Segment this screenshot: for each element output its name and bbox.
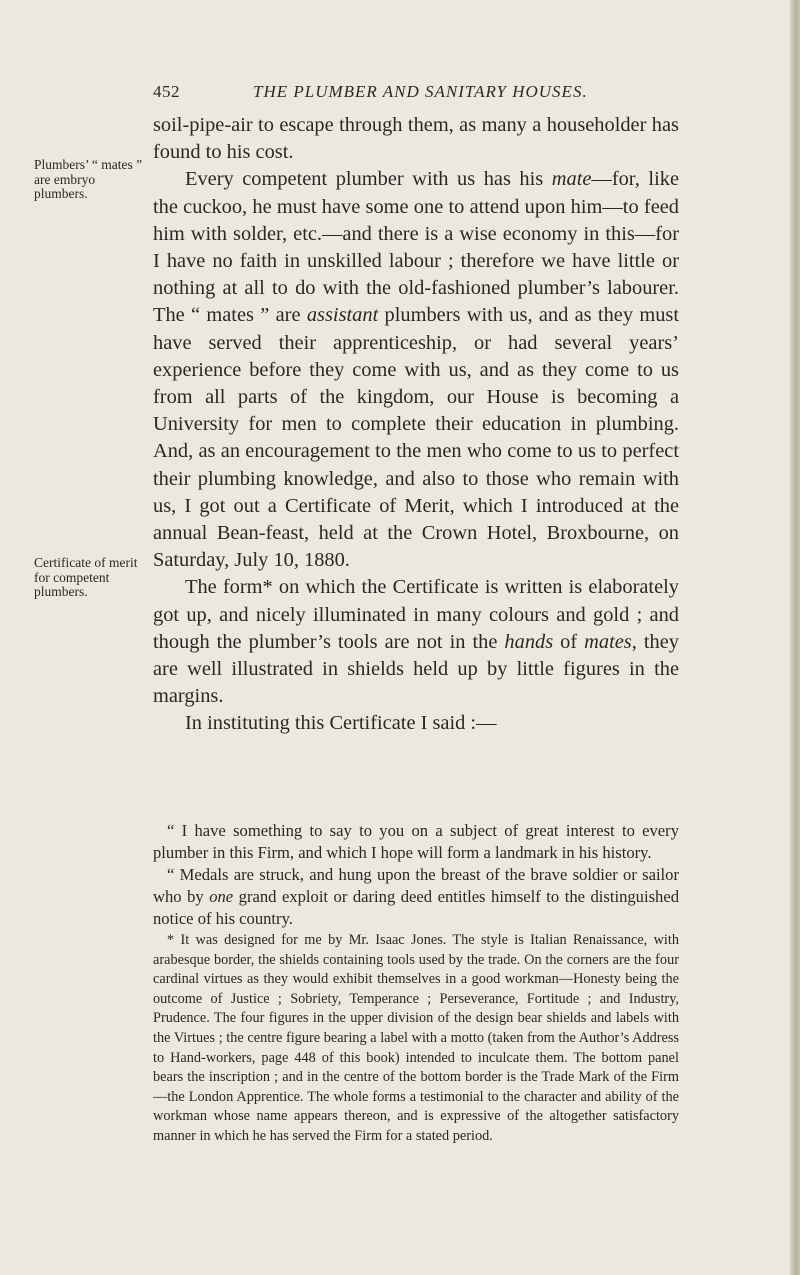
emphasis: mates bbox=[584, 630, 632, 653]
text-run: of bbox=[553, 630, 585, 653]
footnote bbox=[153, 931, 679, 1147]
emphasis: assistant bbox=[306, 304, 379, 327]
paragraph: In instituting this Certificate I said :— bbox=[185, 712, 497, 735]
margin-note-certificate: Certificate of merit for competent plumbers. bbox=[34, 555, 138, 599]
quotation bbox=[153, 820, 679, 930]
paragraph bbox=[153, 166, 679, 574]
text-run: Every competent plumber with us has his bbox=[185, 168, 552, 191]
emphasis: mate bbox=[551, 168, 592, 191]
page-header bbox=[0, 82, 790, 106]
page-edge bbox=[790, 0, 800, 1275]
quote-paragraph: “ I have something to say to you on a subject of great interest to every plumber in this Firm, and which I hope will form a landmark in his history. bbox=[153, 821, 679, 862]
text-run: The form* on which the Certificate is written is elaborately got up, and nicely illuminated in many colours and gold ; and though the plumber’s tools are not in the bbox=[153, 576, 679, 653]
running-title: THE PLUMBER AND SANITARY HOUSES. bbox=[253, 82, 588, 101]
text-run: “ Medals are struck, and hung upon the breast of the brave soldier or sailor who by bbox=[153, 865, 679, 906]
quote-paragraph bbox=[153, 864, 679, 930]
page-number: 452 bbox=[153, 82, 180, 101]
text-run: —for, like the cuckoo, he must have some one to attend upon him—to feed him with solder, etc.—and there is a wise economy in this—for I have no faith in unskilled labour ; therefore we have little or nothing at all to do with the old-fashioned plumber’s labourer. The “ mates ” are bbox=[153, 168, 679, 327]
emphasis: hands bbox=[504, 630, 554, 653]
body-text bbox=[153, 112, 679, 738]
text-run: grand exploit or daring deed entitles himself to the distinguished notice of his country. bbox=[153, 887, 679, 928]
text-run: plumbers with us, and as they must have served their apprenticeship, or had several years’ experience before they come with us, and as they come to us from all parts of the kingdom, our House is becoming a University for men to complete their education in plumbing. And, as an encouragement to the men who come to us to perfect their plumbing knowledge, and also to those who remain with us, I got out a Certificate of Merit, which I introduced at the annual Bean-feast, held at the Crown Hotel, Broxbourne, on Saturday, July 10, 1880. bbox=[153, 304, 679, 572]
margin-note-mates: Plumbers’ “ mates ” are embryo plumbers. bbox=[34, 157, 143, 201]
text-run: , they are well illustrated in shields held up by little figures in the margins. bbox=[153, 630, 679, 708]
emphasis: one bbox=[209, 887, 234, 906]
footnote-text: * It was designed for me by Mr. Isaac Jones. The style is Italian Renaissance, with arabesque border, the shields containing tools used by the trade. On the corners are the four cardinal virtues as they would exhibit themselves in a good workman—Honesty being the outcome of Justice ; Sobriety, Temperance ; Perseverance, Fortitude ; and Industry, Prudence. The four figures in the upper division of the design bear shields and labels with the Virtues ; the centre figure bearing a label with a motto (taken from the Author’s Address to Hand-workers, page 448 of this book) intended to inculcate them. The bottom panel bears the inscription ; and in the centre of the bottom border is the Trade Mark of the Firm—the London Apprentice. The whole forms a testimonial to the character and ability of the workman whose name appears thereon, and is expressive of the altogether satisfactory manner in which he has served the Firm for a stated period. bbox=[153, 932, 679, 1144]
paragraph bbox=[153, 574, 679, 710]
paragraph: soil-pipe-air to escape through them, as many a householder has found to his cost. bbox=[153, 114, 679, 164]
